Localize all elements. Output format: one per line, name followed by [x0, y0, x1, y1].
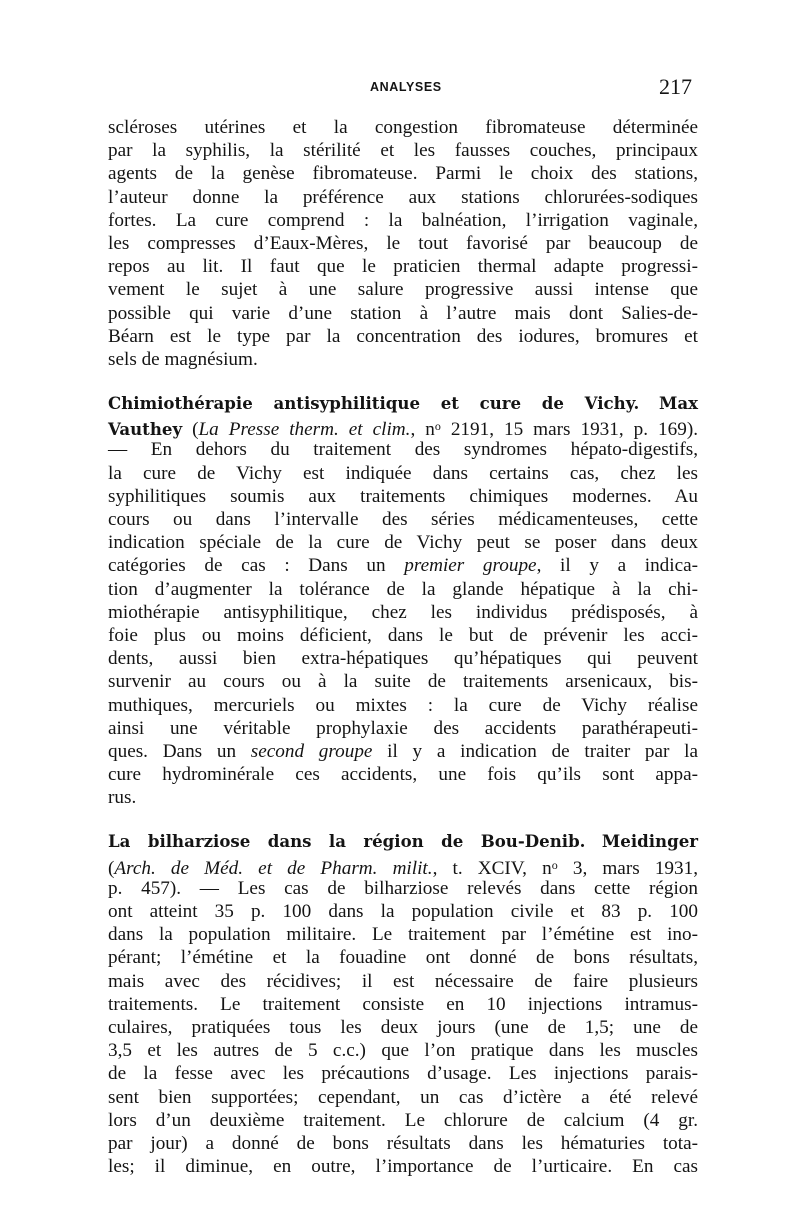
text-line: de la fesse avec les précautions d’usage. Les injections parais-: [108, 1063, 698, 1085]
article-author: Meidinger: [601, 831, 698, 852]
text-line: ainsi une véritable prophylaxie des accidents parathérapeuti-: [108, 717, 698, 739]
text-line: cure hydrominérale ces accidents, une fois qu’ils sont appa-: [108, 764, 698, 786]
paragraph-continuation: [108, 116, 698, 371]
text-line: fortes. La cure comprend : la balnéation, l’irrigation vaginale,: [108, 209, 698, 231]
text-line: survenir au cours ou à la suite de traitements arsenicaux, bis-: [108, 671, 698, 693]
article-author-surname: Vauthey: [108, 419, 183, 440]
text-line: p. 457). — Les cas de bilharziose relevés dans cette région: [108, 877, 698, 899]
text-line: — En dehors du traitement des syndromes hépato-digestifs,: [108, 439, 698, 461]
article-author: Max: [658, 393, 698, 414]
article-heading-line: [108, 830, 698, 853]
article-title: La bilharziose dans la région de Bou-Denib.: [108, 831, 586, 852]
text-line: catégories de cas : Dans un premier groupe, il y a indica-: [108, 555, 699, 577]
text-line: ques. Dans un second groupe il y a indication de traiter par la: [108, 740, 699, 762]
text-line: Béarn est le type par la concentration des iodures, bromures et: [108, 325, 698, 347]
text-line: agents de la genèse fibromateuse. Parmi le choix des stations,: [108, 163, 698, 185]
text-line: 3,5 et les autres de 5 c.c.) que l’on pratique dans les muscles: [108, 1040, 698, 1062]
text-line: l’auteur donne la préférence aux stations chlorurées-sodiques: [108, 186, 698, 208]
article-chimiotherapie: [108, 392, 698, 809]
text-line: ont atteint 35 p. 100 dans la population civile et 83 p. 100: [108, 901, 698, 922]
text-line: la cure de Vichy est indiquée dans certains cas, chez les: [108, 462, 698, 484]
article-heading-line: [108, 392, 698, 415]
text-line: cours ou dans l’intervalle des séries médicamenteuses, cette: [108, 509, 698, 530]
journal-reference: 2191, 15 mars 1931, p. 169).: [440, 419, 698, 441]
text-line: rus.: [108, 787, 137, 809]
running-head: [108, 74, 692, 100]
text-line: tion d’augmenter la tolérance de la glande hépatique à la chi-: [108, 578, 698, 600]
text-line: par la syphilis, la stérilité et les fausses couches, principaux: [108, 140, 698, 162]
text-line: syphilitiques soumis aux traitements chimiques modernes. Au: [108, 485, 698, 507]
section-label: ANALYSES: [370, 80, 442, 94]
text-line: dents, aussi bien extra-hépatiques qu’hépatiques qui peuvent: [108, 648, 698, 670]
text-line: sels de magnésium.: [108, 348, 258, 370]
page-number: 217: [659, 74, 692, 99]
text-line: pérant; l’émétine et la fouadine ont donné de bons résultats,: [108, 947, 698, 969]
article-reference-line: Vauthey (La Presse therm. et clim., $n^o$ 2191, 15 mars 1931, p. 169).: [108, 419, 698, 441]
text-line: possible qui varie d’une station à l’autre mais dont Salies-de-: [108, 302, 698, 324]
text-line: miothérapie antisyphilitique, chez les individus prédisposés, à: [108, 601, 698, 623]
text-line: dans la population militaire. Le traitement par l’émétine est ino-: [108, 924, 698, 946]
text-line: les compresses d’Eaux-Mères, le tout favorisé par beaucoup de: [108, 232, 698, 254]
text-line: indication spéciale de la cure de Vichy peut se poser dans deux: [108, 532, 698, 554]
text-line: culaires, pratiquées tous les deux jours (une de 1,5; une de: [108, 1016, 698, 1038]
text-line: traitements. Le traitement consiste en 10 injections intramus-: [108, 993, 698, 1015]
journal-title: Arch. de Méd. et de Pharm. milit.: [114, 857, 433, 879]
text-line: sent bien supportées; cependant, un cas d’ictère a été relevé: [108, 1086, 698, 1108]
article-bilharziose: [108, 830, 698, 1178]
article-reference-line: (Arch. de Méd. et de Pharm. milit., t. XCIV, $n^o$ 3, mars 1931,: [108, 857, 698, 879]
text-line: scléroses utérines et la congestion fibromateuse déterminée: [108, 117, 698, 138]
body-text: [108, 116, 698, 1178]
text-line: repos au lit. Il faut que le praticien thermal adapte progressi-: [108, 256, 698, 278]
text-line: lors d’un deuxième traitement. Le chlorure de calcium (4 gr.: [108, 1109, 698, 1131]
text-line: par jour) a donné de bons résultats dans les hématuries tota-: [108, 1132, 698, 1154]
journal-title: La Presse therm. et clim.: [198, 419, 411, 441]
text-line: muthiques, mercuriels ou mixtes : la cure de Vichy réalise: [108, 694, 698, 716]
text-line: foie plus ou moins déficient, dans le but de prévenir les acci-: [108, 624, 698, 646]
text-line: mais avec des récidives; il est nécessaire de faire plusieurs: [108, 970, 698, 992]
text-line: vement le sujet à une salure progressive aussi intense que: [108, 279, 698, 301]
article-title: Chimiothérapie antisyphilitique et cure de Vichy.: [108, 393, 640, 414]
text-line: les; il diminue, en outre, l’importance de l’urticaire. En cas: [108, 1156, 698, 1178]
